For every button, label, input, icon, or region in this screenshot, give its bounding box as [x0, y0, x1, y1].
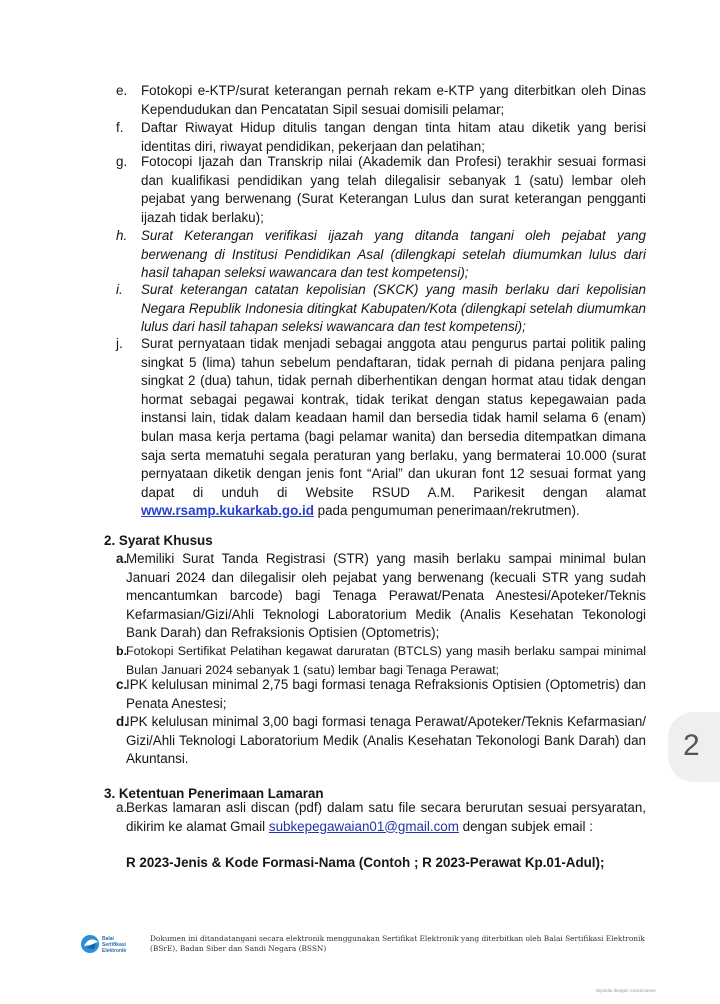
- list-item-text: Surat pernyataan tidak menjadi sebagai anggota atau pengurus partai politik paling singkat 5 (lima) tahun sebelum pendaftaran, tidak pernah di pidana penjara paling singkat 2 (dua) tahun, tidak pernah diberhentikan dengan hormat atau tidak dengan hormat sebagai pegawai kontrak, tidak terikat dengan status kepegawaian pada instansi lain, tidak dalam keadaan hamil dan bersedia tidak hamil selama 6 (enam) bulan masa kerja pertama (bagi pelamar wanita) dan bersedia ditempatkan dimana saja serta mematuhi segala peraturan yang berlaku, yang bermaterai 10.000 (surat pernyataan diketik dengan jenis font “Arial” dan ukuran font 12 sesuai format yang dapat di unduh di Website RSUD A.M. Parikesit dengan alamat www.rsamp.kukarkab.go.id pada pengumuman penerimaan/rekrutmen).: [141, 336, 646, 519]
- bsre-logo-icon: [80, 932, 148, 956]
- section-2-item-a: [116, 550, 646, 643]
- list-item-g: [116, 153, 646, 227]
- list-marker: a.: [116, 800, 128, 815]
- email-link[interactable]: subkepegawaian01@gmail.com: [268, 818, 459, 834]
- list-marker: f.: [116, 120, 124, 135]
- list-marker: c.: [116, 677, 128, 692]
- list-marker: b.: [116, 644, 128, 658]
- list-item-text: Surat keterangan catatan kepolisian (SKCK) yang masih berlaku dari kepolisian Negara Republik Indonesia ditingkat Kabupaten/Kota (dilengkapi setelah diumumkan lulus dari hasil tahapan seleksi wawancara dan test kompetensi);: [141, 282, 646, 335]
- website-link[interactable]: www.rsamp.kukarkab.go.id: [141, 503, 314, 519]
- svg-text:Elektronik: Elektronik: [102, 948, 127, 954]
- section-3-item-a: [116, 799, 646, 836]
- list-item-text: Fotokopi Sertifikat Pelatihan kegawat daruratan (BTCLS) yang masih berlaku sampai minimal Bulan Januari 2024 sebanyak 1 (satu) lembar bagi Tenaga Perawat;: [126, 644, 646, 677]
- list-item-text: IPK kelulusan minimal 2,75 bagi formasi tenaga Refraksionis Optisien (Optometris) dan Penata Anestesi;: [126, 677, 646, 711]
- email-subject-format: R 2023-Jenis & Kode Formasi-Nama (Contoh ; R 2023-Perawat Kp.01-Adul);: [126, 855, 605, 870]
- svg-text:Sertifikasi: Sertifikasi: [102, 942, 126, 948]
- list-marker: g.: [116, 154, 128, 169]
- section-2-item-d: [116, 713, 646, 769]
- list-marker: d.: [116, 714, 128, 729]
- list-item-text: Daftar Riwayat Hidup ditulis tangan dengan tinta hitam atau diketik yang berisi identitas diri, riwayat pendidikan, pekerjaan dan pelatihan;: [141, 120, 646, 154]
- list-item-text: Berkas lamaran asli discan (pdf) dalam satu file secara berurutan sesuai persyaratan, dikirim ke alamat Gmail subkepegawaian01@gmail.com dengan subjek email :: [126, 800, 646, 834]
- section-2-item-c: [116, 676, 646, 713]
- list-marker: a.: [116, 551, 128, 566]
- page-number-badge: [668, 712, 720, 782]
- list-marker: i.: [116, 282, 123, 297]
- section-2-heading: 2. Syarat Khusus: [104, 533, 213, 548]
- list-item-text: IPK kelulusan minimal 3,00 bagi formasi tenaga Perawat/Apoteker/Teknis Kefarmasian/ Gizi/Ahli Teknologi Laboratorium Medik (Analis Kesehatan Tekonologi Bank Darah) dan Akuntansi.: [126, 714, 646, 767]
- list-item-e: [116, 82, 646, 119]
- page-number: 2: [683, 729, 700, 762]
- scan-watermark: Dipindai dengan CamScanner: [596, 988, 657, 993]
- list-item-j: [116, 335, 646, 521]
- section-2-item-b: [116, 642, 646, 679]
- footer-signature-note: Dokumen ini ditandatangani secara elektronik menggunakan Sertifikat Elektronik yang diterbitkan oleh Balai Sertifikasi Elektronik (BSrE), Badan Siber dan Sandi Negara (BSSN): [150, 934, 645, 953]
- list-marker: j.: [116, 336, 123, 351]
- list-item-i: [116, 281, 646, 337]
- svg-text:Balai: Balai: [102, 936, 114, 942]
- list-item-text: Fotocopi Ijazah dan Transkrip nilai (Akademik dan Profesi) terakhir sesuai formasi dan kualifikasi pendidikan yang telah dilegalisir sebanyak 1 (satu) lembar oleh pejabat yang berwenang (Surat Keterangan Lulus dan surat keterangan pengganti ijazah tidak berlaku);: [141, 154, 646, 225]
- list-marker: e.: [116, 83, 128, 98]
- list-item-text: Memiliki Surat Tanda Registrasi (STR) yang masih berlaku sampai minimal bulan Januari 2024 dan dilegalisir oleh pejabat yang berwenang (kecuali STR yang sudah mencantumkan barcode) bagi Tenaga Perawat/Penata Anestesi/Apoteker/Teknis Kefarmasian/Gizi/Ahli Teknologi Laboratorium Medik (Analis Kesehatan Tekonologi Bank Darah) dan Refraksionis Optisien (Optometris);: [126, 551, 646, 641]
- list-item-f: [116, 119, 646, 156]
- list-item-text: Fotokopi e-KTP/surat keterangan pernah rekam e-KTP yang diterbitkan oleh Dinas Kependudukan dan Pencatatan Sipil sesuai domisili pelamar;: [141, 83, 646, 117]
- section-3-heading: 3. Ketentuan Penerimaan Lamaran: [104, 786, 324, 801]
- list-item-text: Surat Keterangan verifikasi ijazah yang ditanda tangani oleh pejabat yang berwenang di Institusi Pendidikan Asal (dilengkapi setelah diumumkan lulus dari hasil tahapan seleksi wawancara dan test kompetensi);: [141, 228, 646, 281]
- list-marker: h.: [116, 228, 128, 243]
- list-item-h: [116, 227, 646, 283]
- footer: [80, 931, 650, 961]
